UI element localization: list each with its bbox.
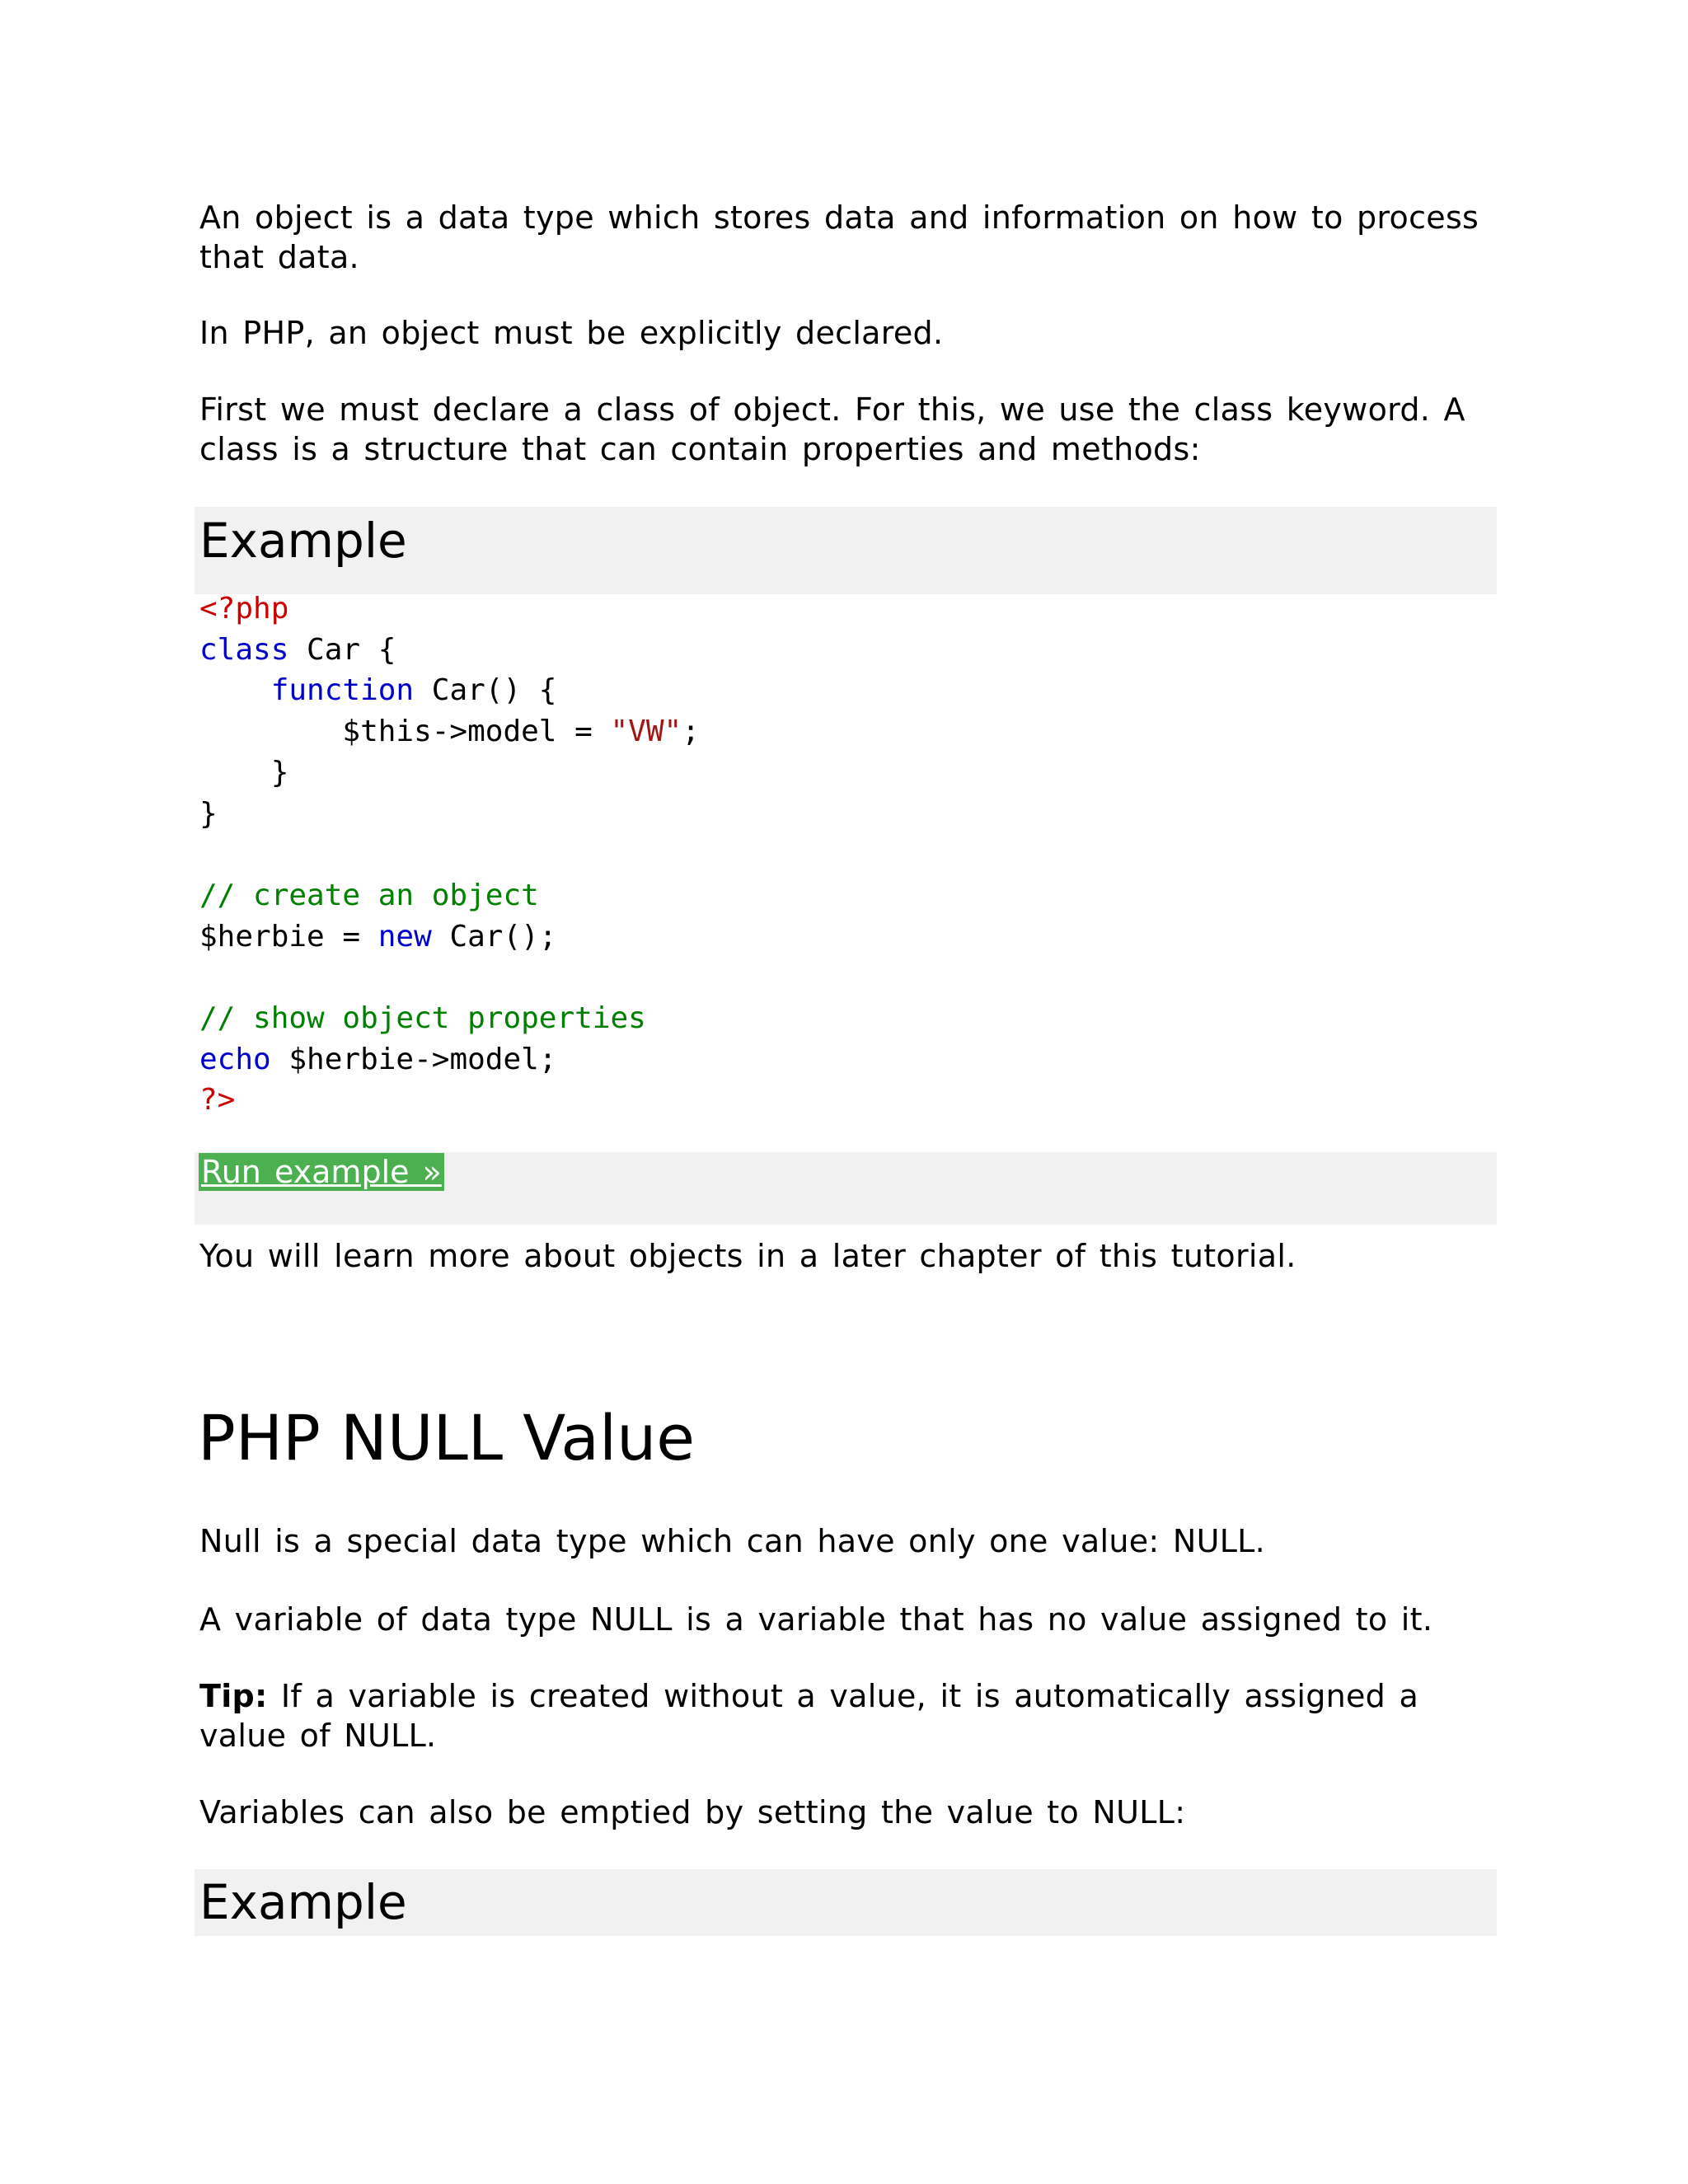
code-keyword: function — [270, 673, 415, 708]
code-text: ; — [682, 715, 700, 749]
code-text: Car { — [288, 632, 396, 667]
intro-paragraph-3: First we must declare a class of object. For this, we use the class keyword. A class is a structure that can contain properties and methods: — [199, 391, 1465, 467]
code-text: } — [199, 796, 218, 831]
code-comment: // create an object — [199, 878, 539, 912]
null-paragraph-1: Null is a special data type which can have only one value: NULL. — [199, 1523, 1266, 1559]
run-example-button[interactable]: Run example » — [199, 1153, 444, 1191]
tip-label: Tip: — [199, 1678, 268, 1714]
code-text: $herbie->model; — [270, 1042, 557, 1076]
null-paragraph-2: A variable of data type NULL is a variable that has no value assigned to it. — [199, 1601, 1433, 1638]
example-title: Example — [199, 513, 407, 569]
example-2-title: Example — [199, 1874, 407, 1930]
code-string: "VW" — [610, 715, 682, 749]
code-php-close-tag: ?> — [199, 1083, 236, 1118]
tip-paragraph — [199, 1676, 1485, 1755]
code-text: $this->model = — [199, 715, 611, 749]
code-block — [199, 588, 700, 1121]
code-text: Car(); — [431, 919, 557, 954]
section-heading: PHP NULL Value — [198, 1401, 695, 1474]
null-paragraph-4: Variables can also be emptied by setting the value to NULL: — [199, 1794, 1186, 1830]
intro-paragraph-2: In PHP, an object must be explicitly declared. — [199, 315, 944, 351]
code-indent — [199, 673, 271, 707]
code-text: Car() { — [414, 673, 557, 708]
intro-paragraph-1: An object is a data type which stores data and information on how to process that data. — [199, 199, 1479, 275]
after-example-paragraph: You will learn more about objects in a later chapter of this tutorial. — [199, 1238, 1296, 1274]
code-comment: // show object properties — [199, 1001, 646, 1036]
code-text: $herbie = — [199, 919, 378, 954]
code-keyword: new — [377, 919, 432, 954]
code-keyword: class — [199, 632, 289, 667]
code-php-open-tag: <?php — [199, 592, 289, 626]
code-text: } — [199, 755, 289, 790]
code-keyword: echo — [199, 1042, 271, 1076]
tip-text: If a variable is created without a value, it is automatically assigned a value of NULL. — [199, 1678, 1419, 1754]
